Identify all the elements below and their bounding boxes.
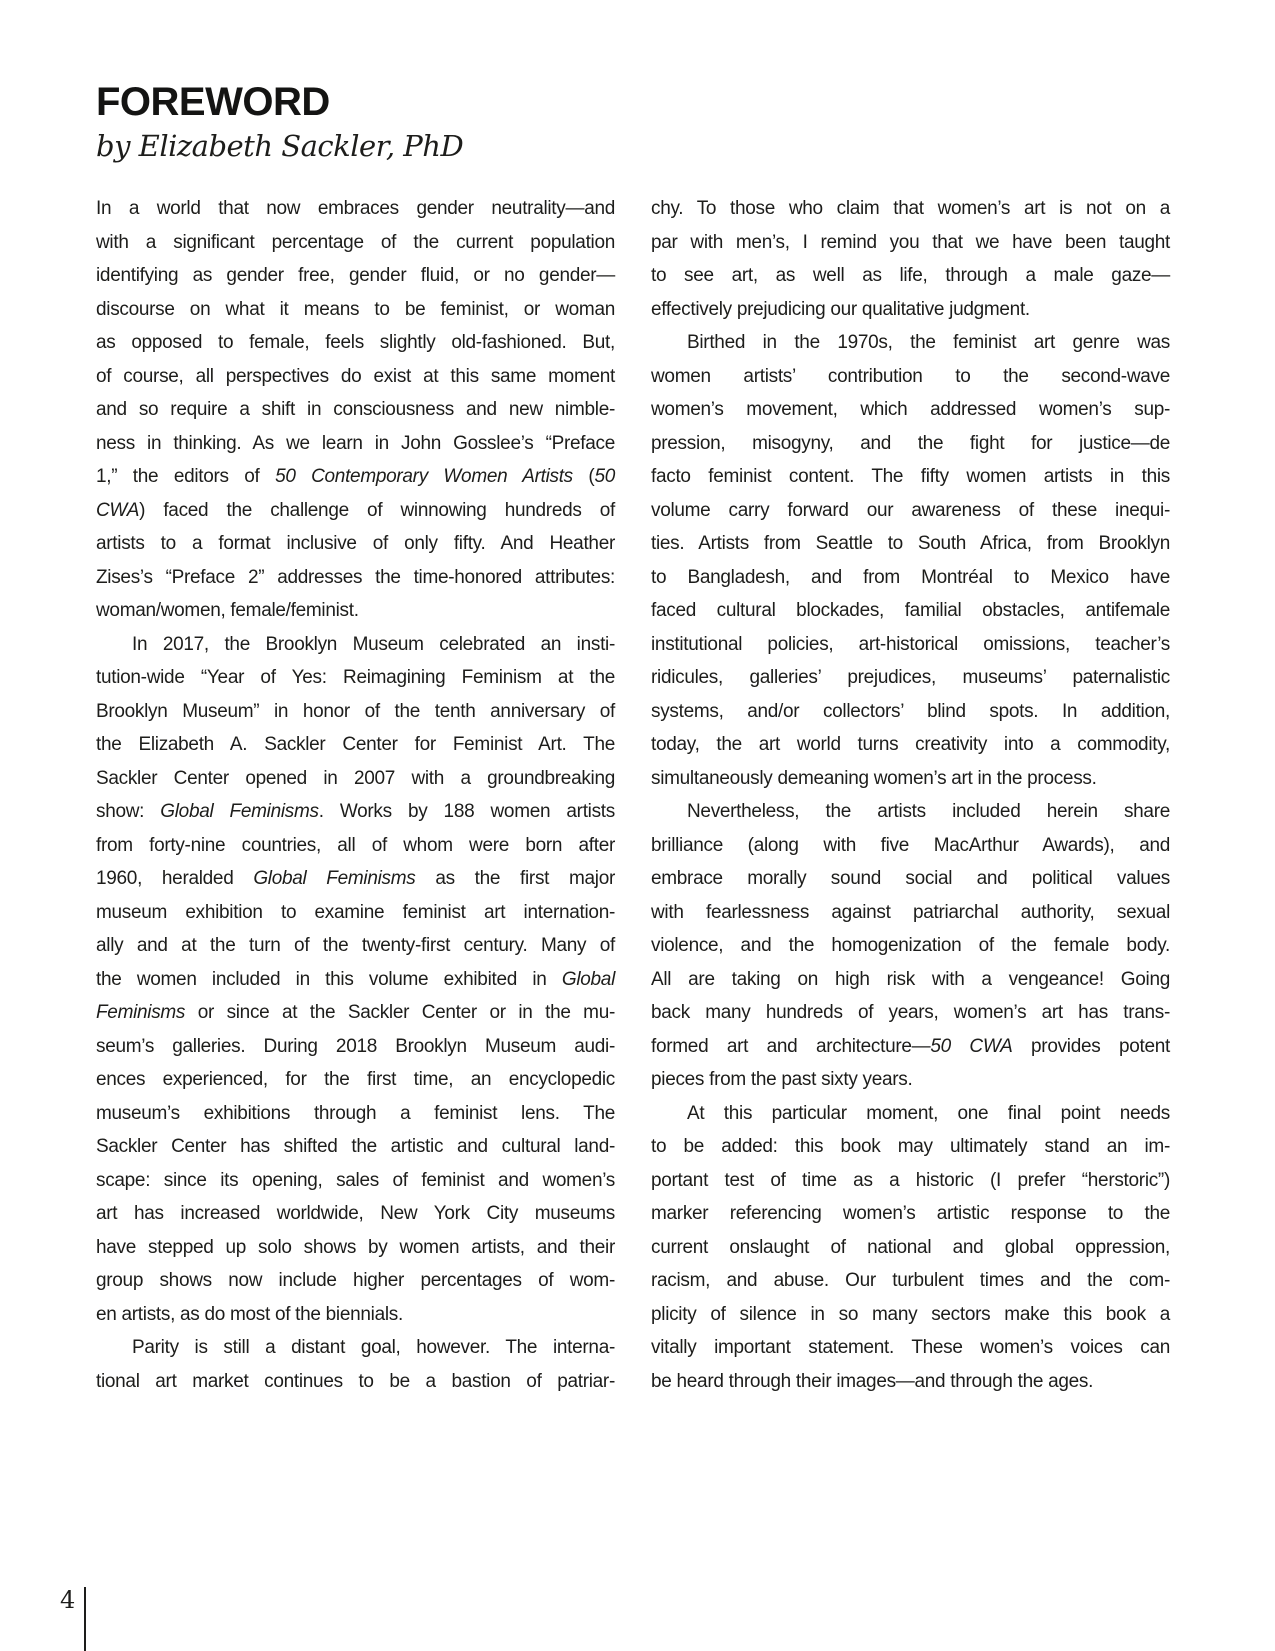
page-number: 4	[60, 1586, 76, 1614]
text-line: simultaneously demeaning women’s art in the process.	[651, 767, 1097, 789]
text-line: ties. Artists from Seattle to South Africa, from Brooklyn	[651, 533, 1170, 554]
text-line: Brooklyn Museum” in honor of the tenth anniversary of	[96, 700, 615, 722]
text-line: tional art market continues to be a bastion of patriar-	[96, 1370, 615, 1392]
text-line: discourse on what it means to be feminist, or woman	[96, 298, 615, 320]
text-line: pression, misogyny, and the fight for justice—de	[651, 432, 1170, 454]
text-line: systems, and/or collectors’ blind spots. In addition,	[651, 700, 1170, 722]
text-line: woman/women, female/feminist.	[96, 600, 359, 621]
text-line: Sackler Center opened in 2007 with a groundbreaking	[96, 767, 615, 789]
text-line: racism, and abuse. Our turbulent times and the com-	[651, 1270, 1170, 1291]
text-line: to Bangladesh, and from Montréal to Mexico have	[651, 566, 1170, 588]
text-line: brilliance (along with five MacArthur Awards), and	[651, 834, 1170, 856]
text-line: All are taking on high risk with a vengeance! Going	[651, 968, 1170, 990]
text-line: current onslaught of national and global oppression,	[651, 1236, 1170, 1258]
article-body	[96, 192, 1170, 1398]
text-line: have stepped up solo shows by women artists, and their	[96, 1236, 615, 1258]
text-line: identifying as gender free, gender fluid, or no gender—	[96, 265, 615, 286]
text-line: formed art and architecture—50 CWA provides potent	[651, 1035, 1171, 1057]
text-line: Sackler Center has shifted the artistic and cultural land-	[96, 1136, 615, 1157]
text-line: women’s movement, which addressed women’s sup-	[651, 399, 1170, 420]
text-line: artists to a format inclusive of only fifty. And Heather	[96, 533, 615, 554]
text-line: institutional policies, art-historical omissions, teacher’s	[651, 633, 1170, 655]
text-line: par with men’s, I remind you that we have been taught	[651, 231, 1170, 253]
text-line: en artists, as do most of the biennials.	[96, 1303, 403, 1325]
text-line: facto feminist content. The fifty women artists in this	[651, 466, 1170, 487]
text-line: seum’s galleries. During 2018 Brooklyn Museum audi-	[96, 1035, 615, 1057]
byline: by Elizabeth Sackler, PhD	[96, 129, 464, 163]
page-title: FOREWORD	[96, 80, 330, 124]
text-line: 1960, heralded Global Feminisms as the first major	[96, 868, 615, 889]
text-line: tution-wide “Year of Yes: Reimagining Feminism at the	[96, 667, 615, 688]
text-line: In a world that now embraces gender neutrality—and	[96, 198, 615, 219]
text-line: today, the art world turns creativity into a commodity,	[651, 734, 1170, 755]
text-line: scape: since its opening, sales of feminist and women’s	[96, 1169, 615, 1191]
text-line: portant test of time as a historic (I prefer “herstoric”)	[651, 1169, 1170, 1191]
text-line: Nevertheless, the artists included herein share	[687, 801, 1170, 822]
text-line: from forty-nine countries, all of whom were born after	[96, 834, 615, 856]
text-line: In 2017, the Brooklyn Museum celebrated an insti-	[132, 633, 615, 655]
text-line: the women included in this volume exhibited in Global	[96, 968, 615, 990]
text-line: effectively prejudicing our qualitative judgment.	[651, 298, 1030, 320]
text-line: to be added: this book may ultimately stand an im-	[651, 1136, 1170, 1157]
column-left	[96, 192, 615, 1398]
text-line: with fearlessness against patriarchal authority, sexual	[651, 901, 1170, 923]
column-right	[651, 192, 1170, 1398]
text-line: 1,” the editors of 50 Contemporary Women Artists (50	[96, 466, 615, 487]
text-line: vitally important statement. These women’s voices can	[651, 1337, 1170, 1358]
text-line: of course, all perspectives do exist at this same moment	[96, 365, 615, 387]
text-line: show: Global Feminisms. Works by 188 women artists	[96, 801, 615, 822]
text-line: ally and at the turn of the twenty-first century. Many of	[96, 935, 615, 956]
text-line: volume carry forward our awareness of these inequi-	[651, 499, 1170, 521]
text-line: art has increased worldwide, New York City museums	[96, 1203, 615, 1224]
text-line: Zises’s “Preface 2” addresses the time-honored attributes:	[96, 566, 615, 588]
text-line: CWA) faced the challenge of winnowing hundreds of	[96, 499, 615, 521]
text-line: as opposed to female, feels slightly old-fashioned. But,	[96, 332, 615, 353]
text-line: museum’s exhibitions through a feminist lens. The	[96, 1102, 615, 1124]
text-line: At this particular moment, one final point needs	[687, 1102, 1170, 1124]
text-line: to see art, as well as life, through a male gaze—	[651, 265, 1170, 286]
folio-rule	[84, 1587, 86, 1651]
text-line: plicity of silence in so many sectors make this book a	[651, 1303, 1170, 1325]
text-line: and so require a shift in consciousness and new nimble-	[96, 399, 615, 420]
text-line: ness in thinking. As we learn in John Gosslee’s “Preface	[96, 432, 615, 454]
text-line: ridicules, galleries’ prejudices, museums’ paternalistic	[651, 667, 1170, 688]
text-line: chy. To those who claim that women’s art is not on a	[651, 198, 1170, 219]
text-line: be heard through their images—and through the ages.	[651, 1370, 1094, 1392]
text-line: with a significant percentage of the current population	[96, 231, 615, 253]
text-line: Parity is still a distant goal, however. The interna-	[132, 1337, 615, 1358]
text-line: back many hundreds of years, women’s art has trans-	[651, 1002, 1170, 1023]
text-line: marker referencing women’s artistic response to the	[651, 1203, 1170, 1224]
text-line: women artists’ contribution to the second-wave	[651, 365, 1170, 387]
text-line: museum exhibition to examine feminist art internation-	[96, 901, 615, 923]
text-line: violence, and the homogenization of the female body.	[651, 935, 1170, 956]
text-line: the Elizabeth A. Sackler Center for Feminist Art. The	[96, 734, 615, 755]
text-line: pieces from the past sixty years.	[651, 1069, 913, 1090]
text-line: ences experienced, for the first time, an encyclopedic	[96, 1069, 615, 1090]
text-line: embrace morally sound social and political values	[651, 868, 1170, 889]
text-line: Feminisms or since at the Sackler Center or in the mu-	[96, 1002, 615, 1023]
text-line: group shows now include higher percentages of wom-	[96, 1270, 615, 1291]
text-line: Birthed in the 1970s, the feminist art genre was	[687, 332, 1170, 353]
text-line: faced cultural blockades, familial obstacles, antifemale	[651, 600, 1170, 621]
